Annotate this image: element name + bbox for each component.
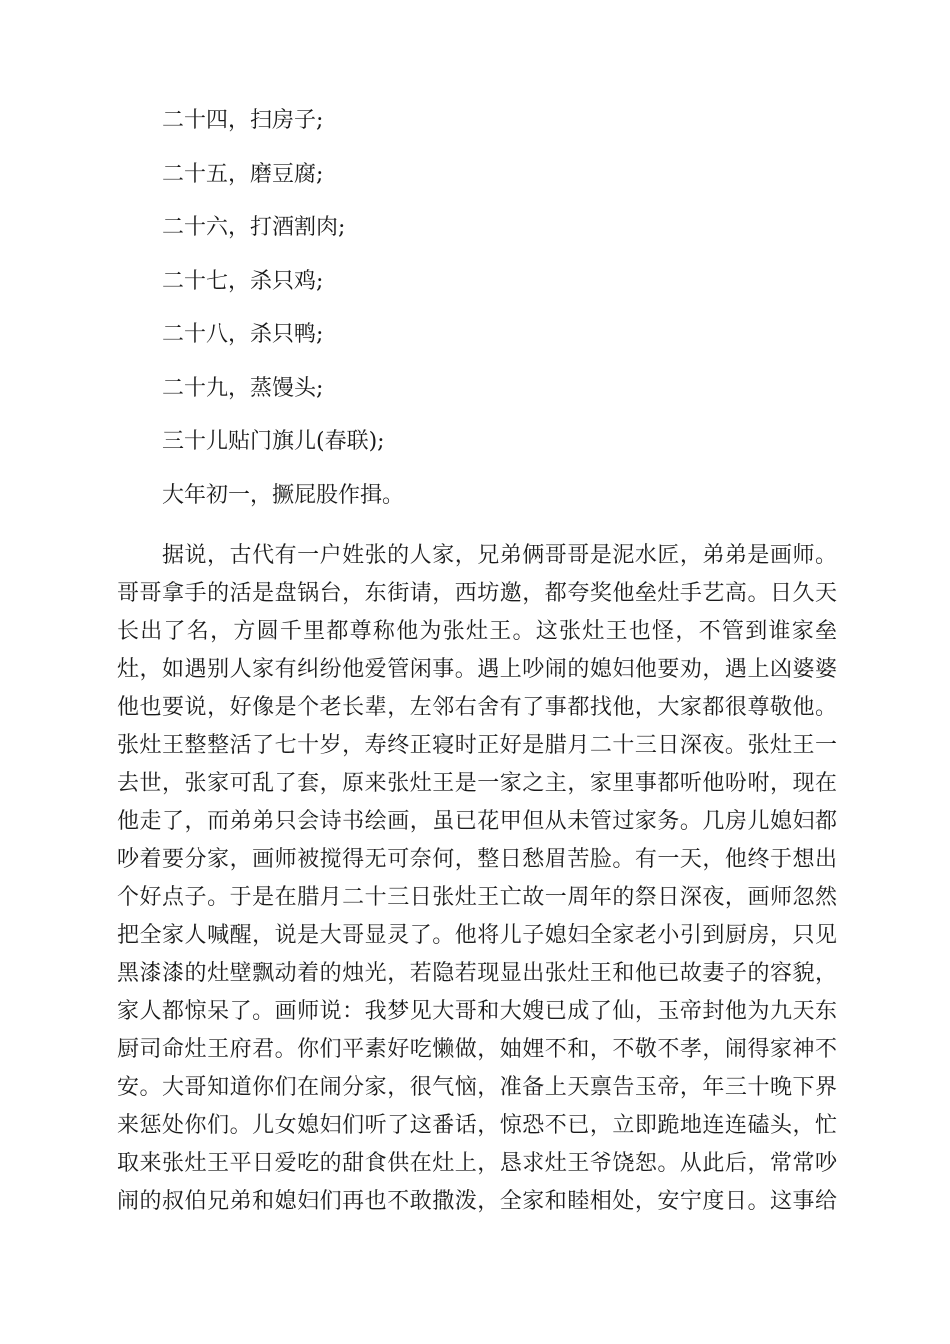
paragraph-line: 去世，张家可乱了套，原来张灶王是一家之主，家里事都听他吩咐，现在 (117, 771, 837, 796)
list-item: 三十儿贴门旗儿(春联); (162, 429, 385, 454)
paragraph-line: 他也要说，好像是个老长辈，左邻右舍有了事都找他，大家都很尊敬他。 (117, 695, 837, 720)
paragraph-line: 灶，如遇别人家有纠纷他爱管闲事。遇上吵闹的媳妇他要劝，遇上凶婆婆 (117, 657, 837, 682)
paragraph-line: 个好点子。于是在腊月二十三日张灶王亡故一周年的祭日深夜，画师忽然 (117, 885, 837, 910)
paragraph-line: 取来张灶王平日爱吃的甜食供在灶上，恳求灶王爷饶恕。从此后，常常吵 (117, 1151, 837, 1176)
list-item: 二十五，磨豆腐; (162, 161, 324, 187)
paragraph-line: 来惩处你们。儿女媳妇们听了这番话，惊恐不已，立即跪地连连磕头，忙 (117, 1113, 837, 1138)
paragraph-line: 哥哥拿手的活是盘锅台，东街请，西坊邀，都夸奖他垒灶手艺高。日久天 (117, 581, 837, 606)
paragraph-line: 张灶王整整活了七十岁，寿终正寝时正好是腊月二十三日深夜。张灶王一 (117, 733, 837, 758)
folk-rhyme-list (162, 108, 862, 536)
list-item: 二十八，杀只鸭; (162, 322, 324, 347)
paragraph-line: 黑漆漆的灶壁飘动着的烛光，若隐若现显出张灶王和他已故妻子的容貌， (117, 961, 837, 986)
paragraph-line: 据说，古代有一户姓张的人家，兄弟俩哥哥是泥水匠，弟弟是画师。 (162, 543, 837, 568)
paragraph-line: 家人都惊呆了。画师说：我梦见大哥和大嫂已成了仙，玉帝封他为九天东 (117, 999, 837, 1024)
list-item: 大年初一，撅屁股作揖。 (162, 482, 405, 508)
paragraph-line: 闹的叔伯兄弟和媳妇们再也不敢撒泼，全家和睦相处，安宁度日。这事给 (117, 1189, 837, 1214)
paragraph-line: 把全家人喊醒，说是大哥显灵了。他将儿子媳妇全家老小引到厨房，只见 (117, 923, 837, 948)
list-item: 二十四，扫房子; (162, 108, 324, 133)
legend-paragraph (117, 543, 837, 1227)
paragraph-line: 吵着要分家，画师被搅得无可奈何，整日愁眉苦脸。有一天，他终于想出 (117, 847, 837, 872)
paragraph-line: 安。大哥知道你们在闹分家，很气恼，准备上天禀告玉帝，年三十晚下界 (117, 1075, 837, 1100)
paragraph-line: 长出了名，方圆千里都尊称他为张灶王。这张灶王也怪，不管到谁家垒 (117, 619, 837, 644)
list-item: 二十九，蒸馒头; (162, 375, 324, 401)
list-item: 二十六，打酒割肉; (162, 215, 346, 240)
list-item: 二十七，杀只鸡; (162, 268, 324, 294)
paragraph-line: 他走了，而弟弟只会诗书绘画，虽已花甲但从未管过家务。几房儿媳妇都 (117, 809, 837, 834)
paragraph-line: 厨司命灶王府君。你们平素好吃懒做，妯娌不和，不敬不孝，闹得家神不 (117, 1037, 837, 1062)
